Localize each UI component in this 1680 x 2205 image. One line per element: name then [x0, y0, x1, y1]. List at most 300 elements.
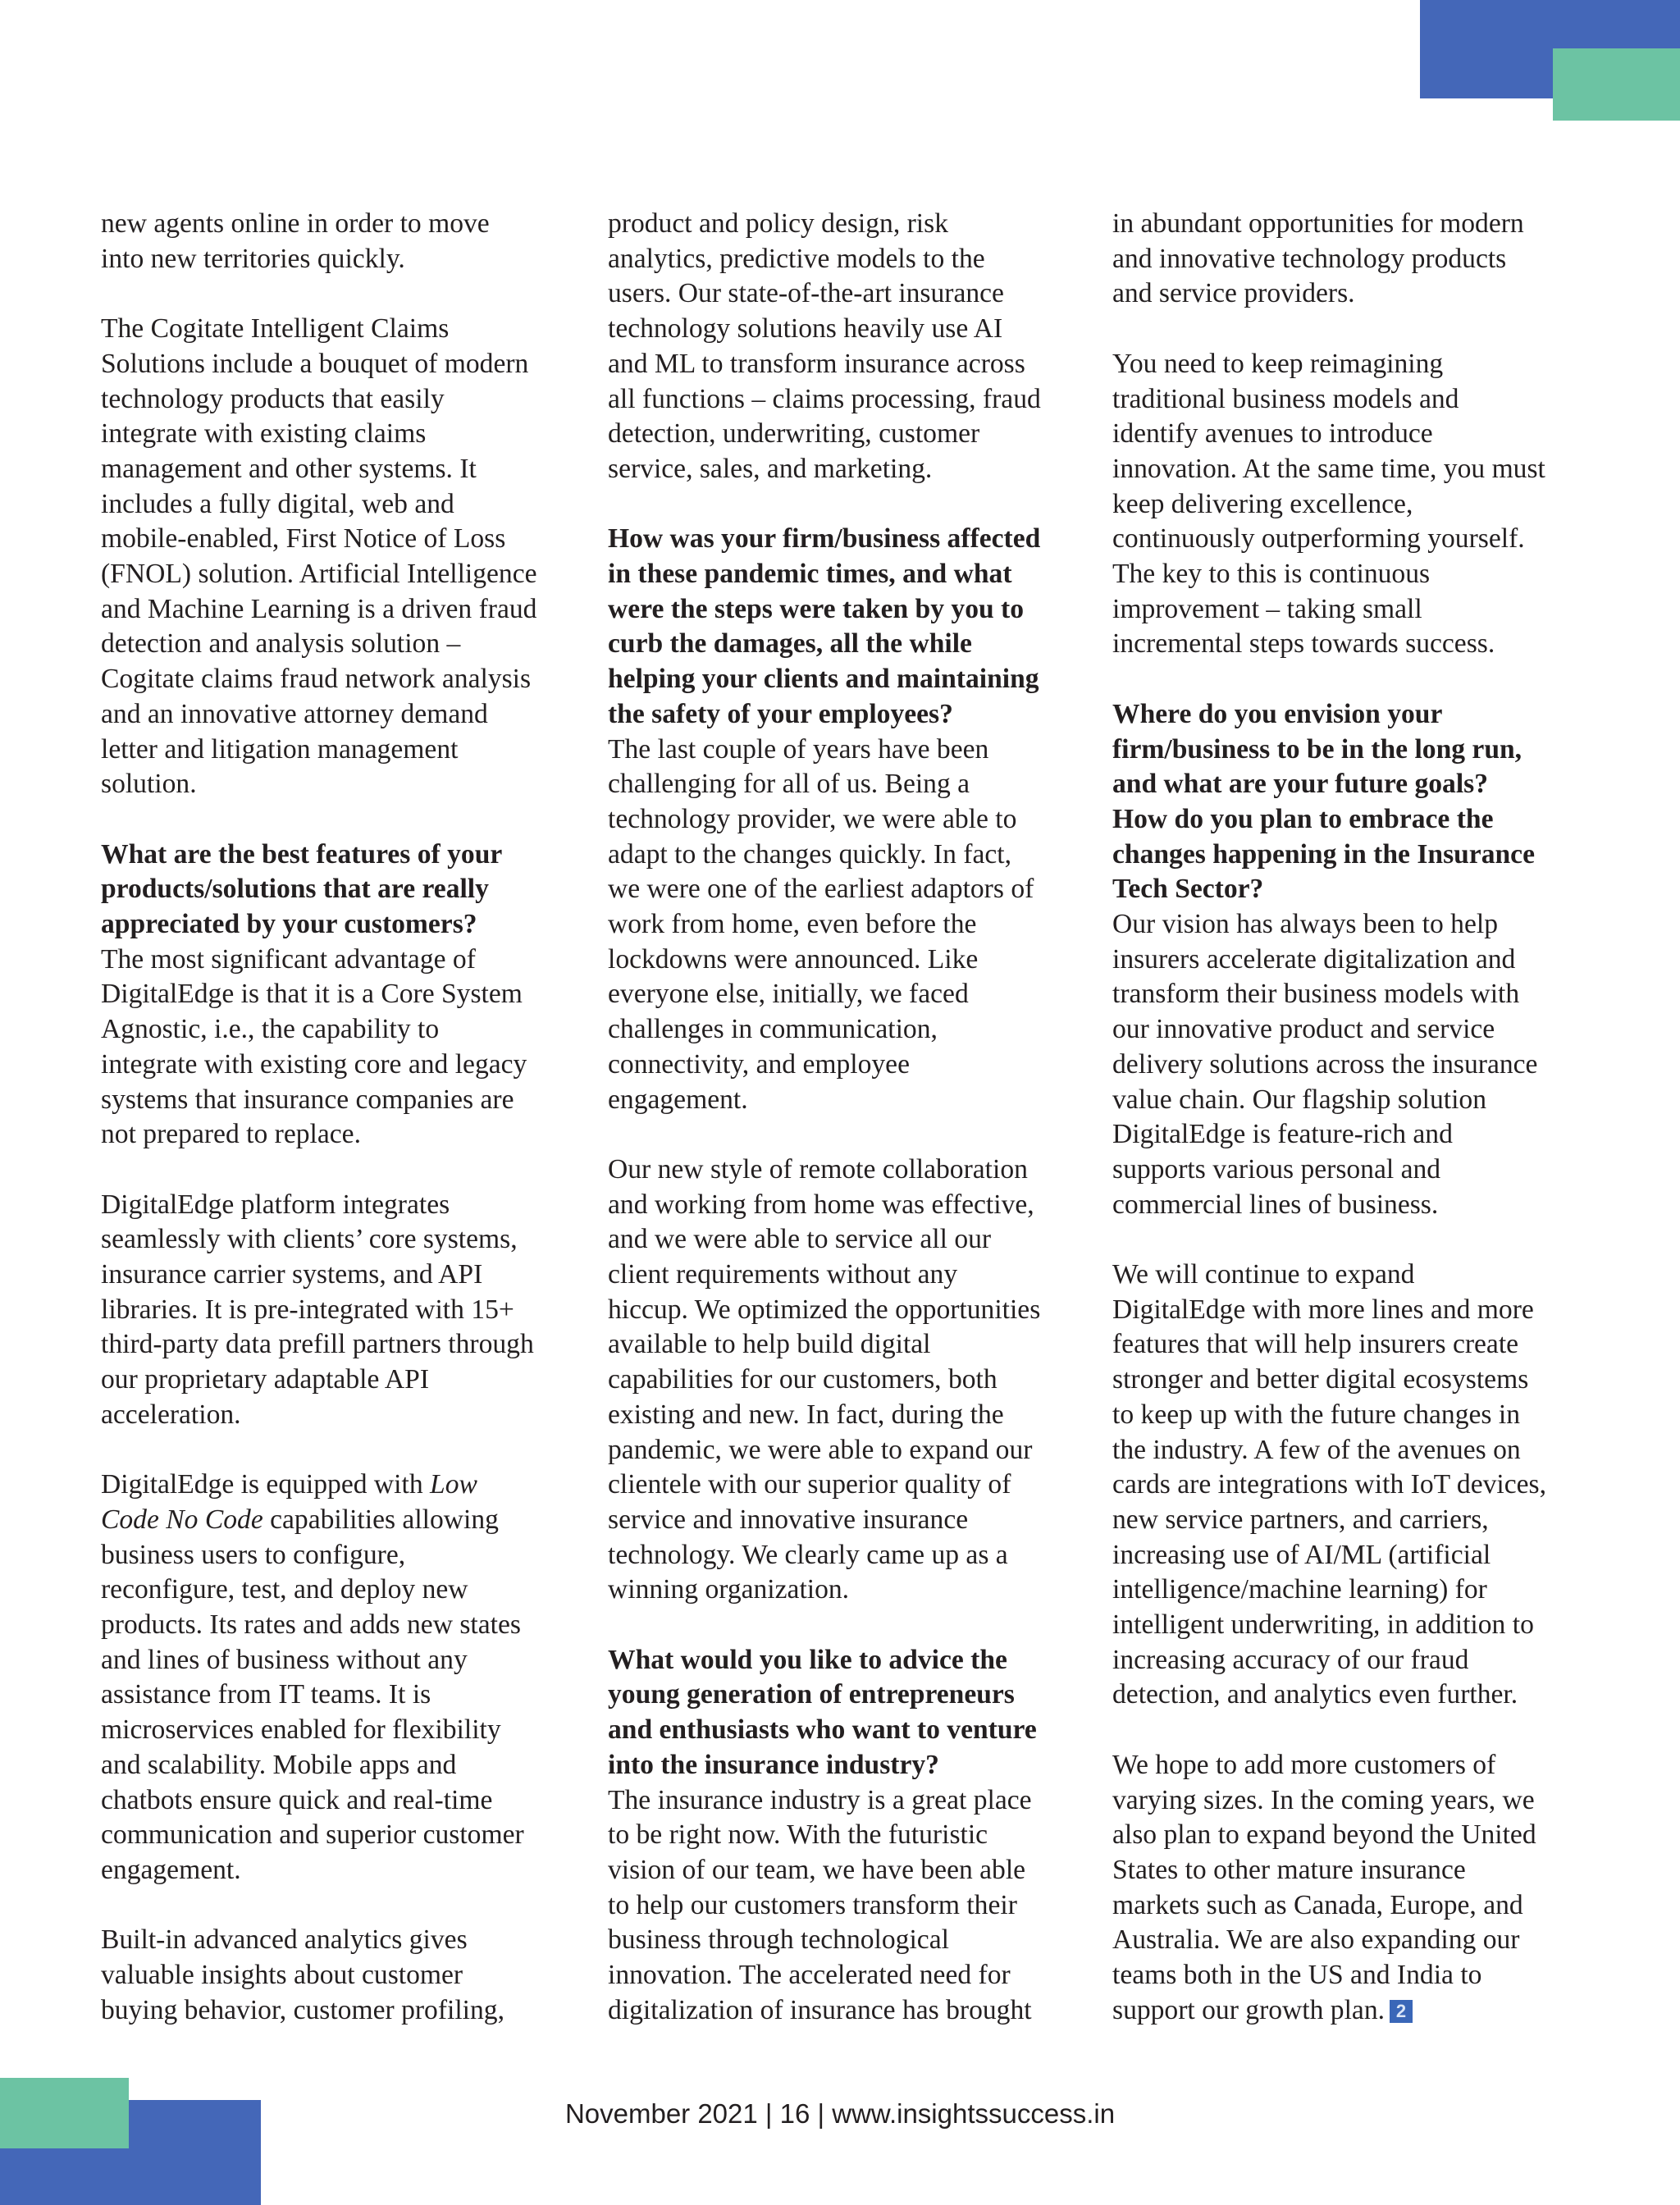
line-text: were the steps were taken by you to	[608, 593, 1025, 624]
line-text: business users to configure,	[101, 1539, 406, 1570]
body-line	[101, 1293, 593, 1328]
body-line	[101, 1958, 593, 1993]
line-text: We will continue to expand	[1112, 1259, 1415, 1290]
question-line	[1112, 802, 1605, 838]
body-line	[608, 1188, 1100, 1223]
line-text: mobile-enabled, First Notice of Loss	[101, 523, 506, 555]
line-text: varying sizes. In the coming years, we	[1112, 1784, 1535, 1815]
line-text: letter and litigation management	[101, 733, 459, 765]
line-text: technology. We clearly came up as a	[608, 1539, 1008, 1570]
body-line	[608, 1468, 1100, 1503]
line-text: stronger and better digital ecosystems	[1112, 1364, 1529, 1395]
body-line	[608, 943, 1100, 978]
body-line	[1112, 1573, 1605, 1608]
line-text: supports various personal and	[1112, 1153, 1441, 1185]
body-line	[608, 242, 1100, 277]
line-text: and working from home was effective,	[608, 1189, 1034, 1220]
question-line	[101, 872, 593, 907]
body-line	[1112, 1643, 1605, 1678]
line-text: The insurance industry is a great place	[608, 1784, 1032, 1815]
line-text: identify avenues to introduce	[1112, 418, 1433, 450]
line-text: and an innovative attorney demand	[101, 698, 488, 729]
line-text: and scalability. Mobile apps and	[101, 1749, 457, 1780]
line-text: How do you plan to embrace the	[1112, 803, 1494, 834]
question-line	[608, 557, 1100, 592]
body-line	[608, 347, 1100, 382]
body-line	[608, 452, 1100, 487]
line-text: young generation of entrepreneurs	[608, 1679, 1015, 1710]
body-line	[101, 1083, 593, 1118]
body-line	[1112, 1258, 1605, 1293]
line-text: assistance from IT teams. It is	[101, 1679, 431, 1710]
line-text: insurance carrier systems, and API	[101, 1259, 483, 1290]
paragraph-break	[101, 1153, 593, 1188]
line-text: into the insurance industry?	[608, 1749, 939, 1780]
line-text: lockdowns were announced. Like	[608, 943, 979, 975]
line-text: systems that insurance companies are	[101, 1084, 514, 1115]
line-text: and lines of business without any	[101, 1644, 468, 1675]
line-text: existing and new. In fact, during the	[608, 1399, 1004, 1430]
body-line	[1112, 1608, 1605, 1643]
body-line	[101, 452, 593, 487]
line-text: continuously outperforming yourself.	[1112, 523, 1525, 555]
body-line	[101, 1327, 593, 1363]
line-text: connectivity, and employee	[608, 1048, 910, 1080]
line-text: helping your clients and maintaining	[608, 664, 1039, 695]
body-line	[1112, 1363, 1605, 1398]
line-text: (FNOL) solution. Artificial Intelligence	[101, 559, 537, 590]
body-line	[101, 1117, 593, 1153]
body-line	[1112, 1503, 1605, 1538]
line-text: What would you like to advice the	[608, 1644, 1007, 1675]
line-text: integrate with existing claims	[101, 418, 427, 450]
body-line	[101, 1713, 593, 1748]
line-text: challenges in communication,	[608, 1014, 938, 1045]
paragraph-break	[608, 1608, 1100, 1643]
body-line	[101, 1993, 593, 2029]
line-text: Tech Sector?	[1112, 874, 1264, 905]
question-line	[608, 522, 1100, 557]
body-line	[1112, 207, 1605, 242]
line-text: available to help build digital	[608, 1329, 931, 1360]
line-text-continued: capabilities allowing	[262, 1504, 499, 1535]
body-line	[101, 1258, 593, 1293]
article-column-3	[1112, 207, 1605, 2029]
body-line	[608, 1433, 1100, 1468]
line-text: products. Its rates and adds new states	[101, 1609, 521, 1641]
body-line	[101, 697, 593, 733]
question-line	[1112, 733, 1605, 768]
line-text: chatbots ensure quick and real-time	[101, 1784, 493, 1815]
body-line	[1112, 1958, 1605, 1993]
line-text: and service providers.	[1112, 278, 1355, 309]
question-line	[608, 627, 1100, 662]
line-text: detection and analysis solution –	[101, 628, 461, 660]
body-line	[101, 592, 593, 628]
line-text: management and other systems. It	[101, 453, 477, 484]
body-line	[101, 1398, 593, 1433]
question-line	[1112, 697, 1605, 733]
line-text: reconfigure, test, and deploy new	[101, 1574, 468, 1605]
line-text: clientele with our superior quality of	[608, 1469, 1011, 1500]
line-text: Our new style of remote collaboration	[608, 1153, 1028, 1185]
body-line	[1112, 1012, 1605, 1048]
line-text: engagement.	[101, 1854, 241, 1885]
body-line	[608, 733, 1100, 768]
line-text: technology products that easily	[101, 383, 445, 414]
line-text: innovation. At the same time, you must	[1112, 453, 1545, 484]
line-text: improvement – taking small	[1112, 593, 1422, 624]
paragraph-break	[101, 802, 593, 838]
article-column-2	[608, 207, 1100, 2029]
line-text: winning organization.	[608, 1574, 850, 1605]
body-line	[101, 1188, 593, 1223]
body-line	[608, 276, 1100, 312]
body-line	[608, 1293, 1100, 1328]
body-line	[1112, 943, 1605, 978]
article-column-1	[101, 207, 593, 2028]
line-text: The Cogitate Intelligent Claims	[101, 313, 450, 345]
body-line	[101, 1923, 593, 1958]
question-line	[1112, 767, 1605, 802]
body-line	[101, 977, 593, 1012]
body-line	[1112, 1748, 1605, 1783]
body-line	[1112, 1327, 1605, 1363]
line-text: detection, and analytics even further.	[1112, 1679, 1518, 1710]
question-line	[608, 1643, 1100, 1678]
body-line	[1112, 592, 1605, 628]
line-text: insurers accelerate digitalization and	[1112, 943, 1516, 975]
line-text: all functions – claims processing, fraud	[608, 383, 1041, 414]
line-text: not prepared to replace.	[101, 1119, 361, 1150]
line-text: We hope to add more customers of	[1112, 1749, 1496, 1780]
body-line	[1112, 1538, 1605, 1573]
line-text: integrate with existing core and legacy	[101, 1048, 527, 1080]
body-line	[1112, 276, 1605, 312]
line-text: valuable insights about customer	[101, 1960, 463, 1991]
line-text: curb the damages, all the while	[608, 628, 972, 660]
line-text: The last couple of years have been	[608, 733, 989, 765]
line-text: detection, underwriting, customer	[608, 418, 980, 450]
line-text: features that will help insurers create	[1112, 1329, 1519, 1360]
paragraph-break	[608, 487, 1100, 523]
line-text: DigitalEdge is feature-rich and	[1112, 1119, 1453, 1150]
question-line	[101, 907, 593, 943]
line-text: innovation. The accelerated need for	[608, 1960, 1011, 1991]
body-line	[608, 767, 1100, 802]
line-text: technology provider, we were able to	[608, 803, 1017, 834]
line-text: intelligent underwriting, in addition to	[1112, 1609, 1534, 1641]
body-line	[101, 312, 593, 347]
line-text: Our vision has always been to help	[1112, 909, 1498, 940]
line-text: changes happening in the Insurance	[1112, 838, 1535, 870]
line-text: commercial lines of business.	[1112, 1189, 1439, 1220]
line-text: the industry. A few of the avenues on	[1112, 1434, 1521, 1465]
body-line	[101, 242, 593, 277]
line-text: client requirements without any	[608, 1259, 958, 1290]
body-line	[608, 1923, 1100, 1958]
italic-text: Code No Code	[101, 1504, 263, 1535]
body-line	[608, 1222, 1100, 1258]
line-text: new service partners, and carriers,	[1112, 1504, 1489, 1535]
body-line	[1112, 1993, 1605, 2029]
line-text: support our growth plan.	[1112, 1994, 1386, 2025]
body-line	[608, 1083, 1100, 1118]
body-line	[101, 1012, 593, 1048]
body-line	[101, 1048, 593, 1083]
body-line	[101, 943, 593, 978]
top-right-teal-block	[1553, 48, 1680, 121]
body-line	[608, 1818, 1100, 1853]
body-line	[1112, 1048, 1605, 1083]
line-text: solution.	[101, 769, 197, 800]
line-text: microservices enabled for flexibility	[101, 1714, 501, 1746]
body-line	[608, 802, 1100, 838]
body-line	[1112, 1083, 1605, 1118]
body-line	[1112, 452, 1605, 487]
line-text: Built-in advanced analytics gives	[101, 1924, 468, 1956]
body-line	[608, 312, 1100, 347]
question-line	[1112, 838, 1605, 873]
body-line	[101, 557, 593, 592]
line-text: also plan to expand beyond the United	[1112, 1819, 1536, 1851]
line-text: libraries. It is pre-integrated with 15+	[101, 1294, 514, 1325]
body-line	[1112, 487, 1605, 523]
line-text: traditional business models and	[1112, 383, 1459, 414]
body-line	[101, 662, 593, 697]
body-line	[608, 1327, 1100, 1363]
line-text: value chain. Our flagship solution	[1112, 1084, 1487, 1115]
question-line	[608, 592, 1100, 628]
line-text: firm/business to be in the long run,	[1112, 733, 1522, 765]
line-text: into new territories quickly.	[101, 243, 405, 274]
paragraph-break	[101, 276, 593, 312]
body-line	[608, 382, 1100, 418]
body-line	[1112, 1188, 1605, 1223]
article-end-mark-icon: 2	[1390, 2000, 1413, 2023]
body-line	[101, 627, 593, 662]
line-text: acceleration.	[101, 1399, 241, 1430]
body-line	[101, 1783, 593, 1819]
body-line	[101, 1678, 593, 1713]
line-text: delivery solutions across the insurance	[1112, 1048, 1538, 1080]
line-text: and innovative technology products	[1112, 243, 1507, 274]
body-line	[101, 487, 593, 523]
body-line	[1112, 522, 1605, 557]
line-text: to help our customers transform their	[608, 1889, 1017, 1920]
body-line	[608, 1503, 1100, 1538]
line-text: and Machine Learning is a driven fraud	[101, 593, 537, 624]
body-line	[1112, 907, 1605, 943]
body-line	[608, 1888, 1100, 1924]
body-line	[101, 1818, 593, 1853]
body-line	[1112, 242, 1605, 277]
line-text: in these pandemic times, and what	[608, 559, 1012, 590]
body-line	[608, 1398, 1100, 1433]
line-text: Where do you envision your	[1112, 698, 1443, 729]
line-text: Agnostic, i.e., the capability to	[101, 1014, 440, 1045]
line-text: DigitalEdge is that it is a Core System	[101, 979, 523, 1010]
body-line	[1112, 1468, 1605, 1503]
body-line	[1112, 1678, 1605, 1713]
line-text: You need to keep reimagining	[1112, 348, 1444, 379]
line-text: adapt to the changes quickly. In fact,	[608, 838, 1011, 870]
body-line	[101, 207, 593, 242]
paragraph-break	[608, 1117, 1100, 1153]
body-line	[101, 1853, 593, 1888]
body-line	[1112, 1888, 1605, 1924]
line-text: to be right now. With the futuristic	[608, 1819, 988, 1851]
body-line	[101, 1748, 593, 1783]
line-text: to keep up with the future changes in	[1112, 1399, 1520, 1430]
question-line	[608, 1748, 1100, 1783]
page-footer: November 2021 | 16 | www.insightssuccess.in	[564, 2098, 1116, 2129]
body-line	[101, 1468, 593, 1503]
body-line	[608, 1538, 1100, 1573]
question-line	[608, 662, 1100, 697]
line-text: transform their business models with	[1112, 979, 1520, 1010]
line-text: third-party data prefill partners through	[101, 1329, 534, 1360]
line-text: DigitalEdge platform integrates	[101, 1189, 450, 1220]
line-text: keep delivering excellence,	[1112, 488, 1413, 519]
body-line	[608, 1363, 1100, 1398]
line-text: in abundant opportunities for modern	[1112, 208, 1524, 239]
body-line	[101, 347, 593, 382]
body-line	[101, 1573, 593, 1608]
line-text: we were one of the earliest adaptors of	[608, 874, 1034, 905]
body-line	[1112, 1293, 1605, 1328]
body-line	[608, 907, 1100, 943]
line-text: technology solutions heavily use AI	[608, 313, 1003, 345]
line-text: seamlessly with clients’ core systems,	[101, 1224, 518, 1255]
line-text: everyone else, initially, we faced	[608, 979, 969, 1010]
line-text: pandemic, we were able to expand our	[608, 1434, 1033, 1465]
body-line	[608, 417, 1100, 452]
line-text: and enthusiasts who want to venture	[608, 1714, 1037, 1746]
body-line	[101, 417, 593, 452]
body-line	[1112, 417, 1605, 452]
line-text: increasing use of AI/ML (artificial	[1112, 1539, 1491, 1570]
paragraph-break	[1112, 1222, 1605, 1258]
line-text: appreciated by your customers?	[101, 909, 477, 940]
body-line	[608, 1258, 1100, 1293]
body-line	[101, 1363, 593, 1398]
body-line	[608, 1958, 1100, 1993]
line-text: DigitalEdge is equipped with	[101, 1469, 431, 1500]
line-text: buying behavior, customer profiling,	[101, 1994, 504, 2025]
body-line	[1112, 382, 1605, 418]
body-line	[101, 522, 593, 557]
line-text: work from home, even before the	[608, 909, 977, 940]
body-line	[101, 1643, 593, 1678]
body-line	[608, 1573, 1100, 1608]
line-text: How was your firm/business affected	[608, 523, 1041, 555]
line-text: service and innovative insurance	[608, 1504, 969, 1535]
line-text: hiccup. We optimized the opportunities	[608, 1294, 1041, 1325]
body-line	[608, 872, 1100, 907]
paragraph-break	[1112, 1713, 1605, 1748]
question-line	[608, 1678, 1100, 1713]
question-line	[608, 697, 1100, 733]
body-line	[608, 838, 1100, 873]
body-line	[101, 1222, 593, 1258]
body-line	[101, 1538, 593, 1573]
line-text: teams both in the US and India to	[1112, 1960, 1482, 1991]
line-text: intelligence/machine learning) for	[1112, 1574, 1487, 1605]
line-text: DigitalEdge with more lines and more	[1112, 1294, 1534, 1325]
line-text: The key to this is continuous	[1112, 559, 1431, 590]
line-text: and what are your future goals?	[1112, 769, 1489, 800]
body-line	[608, 977, 1100, 1012]
body-line	[101, 1608, 593, 1643]
question-line	[1112, 872, 1605, 907]
body-line	[1112, 347, 1605, 382]
line-text: incremental steps towards success.	[1112, 628, 1495, 660]
line-text: product and policy design, risk	[608, 208, 948, 239]
body-line	[1112, 1398, 1605, 1433]
body-line	[1112, 1818, 1605, 1853]
line-text: capabilities for our customers, both	[608, 1364, 998, 1395]
line-text: Australia. We are also expanding our	[1112, 1924, 1520, 1956]
line-text: Cogitate claims fraud network analysis	[101, 664, 532, 695]
body-line	[1112, 627, 1605, 662]
body-line	[101, 1503, 593, 1538]
line-text: markets such as Canada, Europe, and	[1112, 1889, 1523, 1920]
line-text: includes a fully digital, web and	[101, 488, 454, 519]
line-text: cards are integrations with IoT devices,	[1112, 1469, 1546, 1500]
body-line	[1112, 1783, 1605, 1819]
body-line	[1112, 1923, 1605, 1958]
question-line	[608, 1713, 1100, 1748]
body-line	[101, 733, 593, 768]
line-text: The most significant advantage of	[101, 943, 476, 975]
body-line	[1112, 557, 1605, 592]
body-line	[101, 382, 593, 418]
line-text: service, sales, and marketing.	[608, 453, 933, 484]
line-text: products/solutions that are really	[101, 874, 489, 905]
line-text: engagement.	[608, 1084, 748, 1115]
body-line	[1112, 1153, 1605, 1188]
paragraph-break	[101, 1888, 593, 1924]
body-line	[101, 767, 593, 802]
line-text: Solutions include a bouquet of modern	[101, 348, 529, 379]
paragraph-break	[1112, 662, 1605, 697]
line-text: and we were able to service all our	[608, 1224, 992, 1255]
line-text: digitalization of insurance has brought	[608, 1994, 1032, 2025]
question-line	[101, 838, 593, 873]
line-text: and ML to transform insurance across	[608, 348, 1025, 379]
body-line	[1112, 1117, 1605, 1153]
body-line	[608, 207, 1100, 242]
line-text: the safety of your employees?	[608, 698, 953, 729]
line-text: analytics, predictive models to the	[608, 243, 985, 274]
body-line	[608, 1012, 1100, 1048]
body-line	[608, 1853, 1100, 1888]
paragraph-break	[101, 1433, 593, 1468]
line-text: communication and superior customer	[101, 1819, 524, 1851]
line-text: our innovative product and service	[1112, 1014, 1495, 1045]
body-line	[1112, 977, 1605, 1012]
line-text: challenging for all of us. Being a	[608, 769, 970, 800]
body-line	[608, 1153, 1100, 1188]
line-text: States to other mature insurance	[1112, 1854, 1466, 1885]
paragraph-break	[1112, 312, 1605, 347]
body-line	[608, 1993, 1100, 2029]
line-text: business through technological	[608, 1924, 949, 1956]
body-line	[1112, 1853, 1605, 1888]
italic-text: Low	[430, 1469, 477, 1500]
body-line	[608, 1783, 1100, 1819]
